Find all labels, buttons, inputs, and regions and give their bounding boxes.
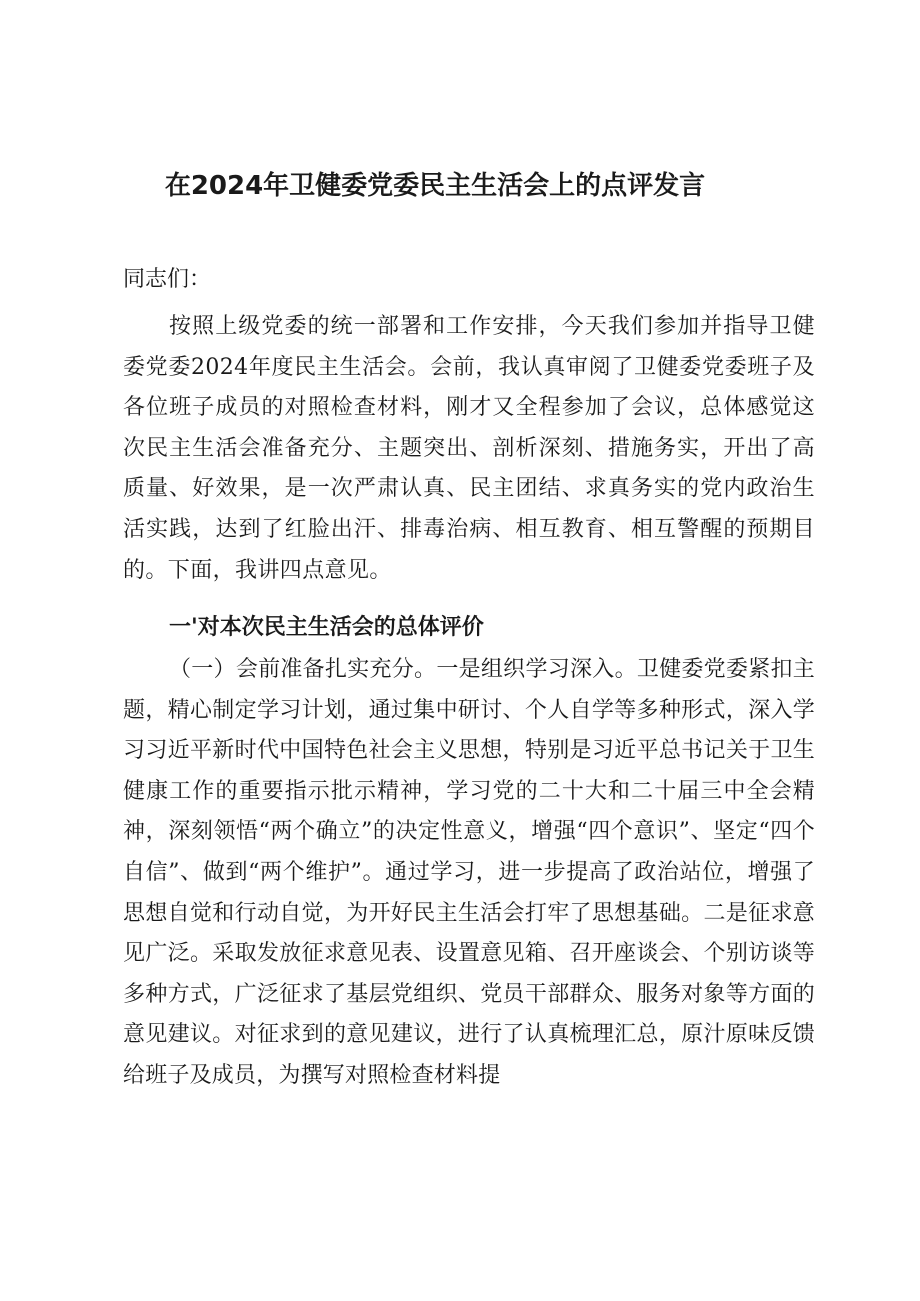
section-paragraph: （一）会前准备扎实充分。一是组织学习深入。卫健委党委紧扣主题，精心制定学习计划，通过集中研讨、个人自学等多种形式，深入学习习近平新时代中国特色社会主义思想，特别是习近平总书记关于卫生健康工作的重要指示批示精神，学习党的二十大和二十届三中全会精神，深刻领悟“两个确立”的决定性意义，增强“四个意识”、坚定“四个自信”、做到“两个维护”。通过学习，进一步提高了政治站位，增强了思想自觉和行动自觉，为开好民主生活会打牢了思想基础。二是征求意见广泛。采取发放征求意见表、设置意见箱、召开座谈会、个别访谈等多种方式，广泛征求了基层党组织、党员干部群众、服务对象等方面的意见建议。对征求到的意见建议，进行了认真梳理汇总，原汁原味反馈给班子及成员，为撰写对照检查材料提 — [123, 657, 815, 1088]
section-heading: 一'对本次民主生活会的总体评价 — [169, 615, 484, 640]
document-title: 在2024年卫健委党委民主生活会上的点评发言 — [164, 171, 706, 201]
intro-paragraph: 按照上级党委的统一部署和工作安排，今天我们参加并指导卫健委党委2024年度民主生活会。会前，我认真审阅了卫健委党委班子及各位班子成员的对照检查材料，刚才又全程参加了会议，总体感觉这次民主生活会准备充分、主题突出、剖析深刻、措施务实，开出了高质量、好效果，是一次严肃认真、民主团结、求真务实的党内政治生活实践，达到了红脸出汗、排毒治病、相互教育、相互警醒的预期目的。下面，我讲四点意见。 — [123, 314, 815, 583]
salutation: 同志们： — [123, 267, 212, 292]
